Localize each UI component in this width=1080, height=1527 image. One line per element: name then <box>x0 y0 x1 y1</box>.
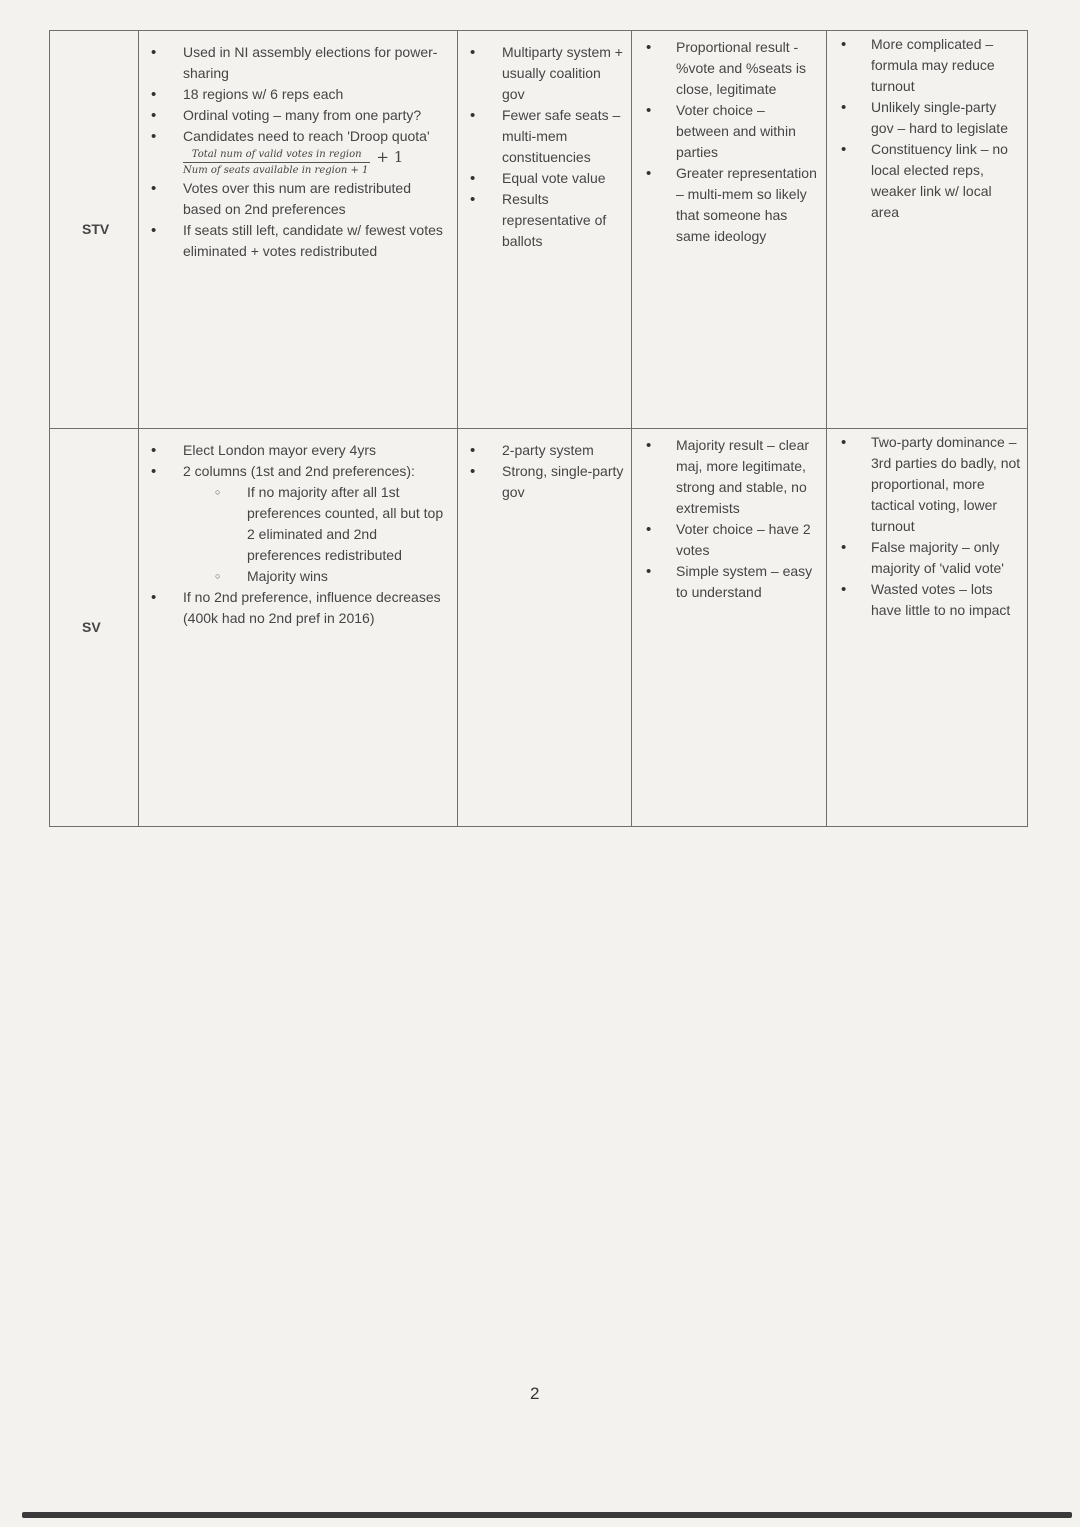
list-item: • Equal vote value <box>502 168 625 189</box>
row-label: STV <box>50 31 139 429</box>
list-item: • Elect London mayor every 4yrs <box>183 440 451 461</box>
list-item: • Majority result – clear maj, more legitimate, strong and stable, no extremists <box>676 435 820 519</box>
advantages-cell <box>632 31 827 429</box>
list-item: • Unlikely single-party gov – hard to legislate <box>871 97 1021 139</box>
list-item: • Constituency link – no local elected reps, weaker link w/ local area <box>871 139 1021 223</box>
effects-cell <box>458 429 632 827</box>
page-bottom-edge <box>22 1512 1072 1518</box>
list-item: • If no 2nd preference, influence decreases (400k had no 2nd pref in 2016) <box>183 587 451 629</box>
disadvantages-cell <box>827 429 1028 827</box>
list-item: • Results representative of ballots <box>502 189 625 252</box>
sub-list-item: ○ Majority wins <box>247 566 451 587</box>
disadvantages-cell <box>827 31 1028 429</box>
table-row-sv <box>50 429 1028 827</box>
list-item: • Wasted votes – lots have little to no impact <box>871 579 1021 621</box>
list-item: • Ordinal voting – many from one party? <box>183 105 451 126</box>
list-item <box>183 461 451 587</box>
features-cell <box>139 429 458 827</box>
list-item: • False majority – only majority of 'valid vote' <box>871 537 1021 579</box>
list-item: • Proportional result - %vote and %seats is close, legitimate <box>676 37 820 100</box>
list-item: • 2-party system <box>502 440 625 461</box>
list-item: • Used in NI assembly elections for power-sharing <box>183 42 451 84</box>
electoral-systems-table <box>49 30 1028 827</box>
list-item: • 18 regions w/ 6 reps each <box>183 84 451 105</box>
table-row-stv <box>50 31 1028 429</box>
row-label: SV <box>50 429 139 827</box>
list-item: • Two-party dominance – 3rd parties do badly, not proportional, more tactical voting, lower turnout <box>871 432 1021 537</box>
sub-list-item: ○ If no majority after all 1st preferences counted, all but top 2 eliminated and 2nd preferences redistributed <box>247 482 451 566</box>
list-item: • More complicated – formula may reduce turnout <box>871 34 1021 97</box>
formula-suffix: + 1 <box>376 148 404 166</box>
advantages-cell <box>632 429 827 827</box>
list-item <box>183 126 451 177</box>
features-cell <box>139 31 458 429</box>
formula-denominator: Num of seats available in region + 1 <box>183 165 369 176</box>
list-item: • If seats still left, candidate w/ fewest votes eliminated + votes redistributed <box>183 220 451 262</box>
list-item: • Voter choice – between and within parties <box>676 100 820 163</box>
list-item: • Voter choice – have 2 votes <box>676 519 820 561</box>
formula-numerator: Total num of valid votes in region <box>183 148 370 163</box>
list-item-text: Candidates need to reach 'Droop quota' <box>183 128 430 144</box>
list-item: • Fewer safe seats – multi-mem constituencies <box>502 105 625 168</box>
effects-cell <box>458 31 632 429</box>
list-item: • Strong, single-party gov <box>502 461 625 503</box>
list-item-text: 2 columns (1st and 2nd preferences): <box>183 463 415 479</box>
formula-fraction <box>183 148 370 177</box>
page-number: 2 <box>530 1384 540 1403</box>
list-item: • Multiparty system + usually coalition gov <box>502 42 625 105</box>
droop-quota-formula <box>183 148 451 177</box>
list-item: • Greater representation – multi-mem so likely that someone has same ideology <box>676 163 820 247</box>
list-item: • Votes over this num are redistributed based on 2nd preferences <box>183 178 451 220</box>
list-item: • Simple system – easy to understand <box>676 561 820 603</box>
